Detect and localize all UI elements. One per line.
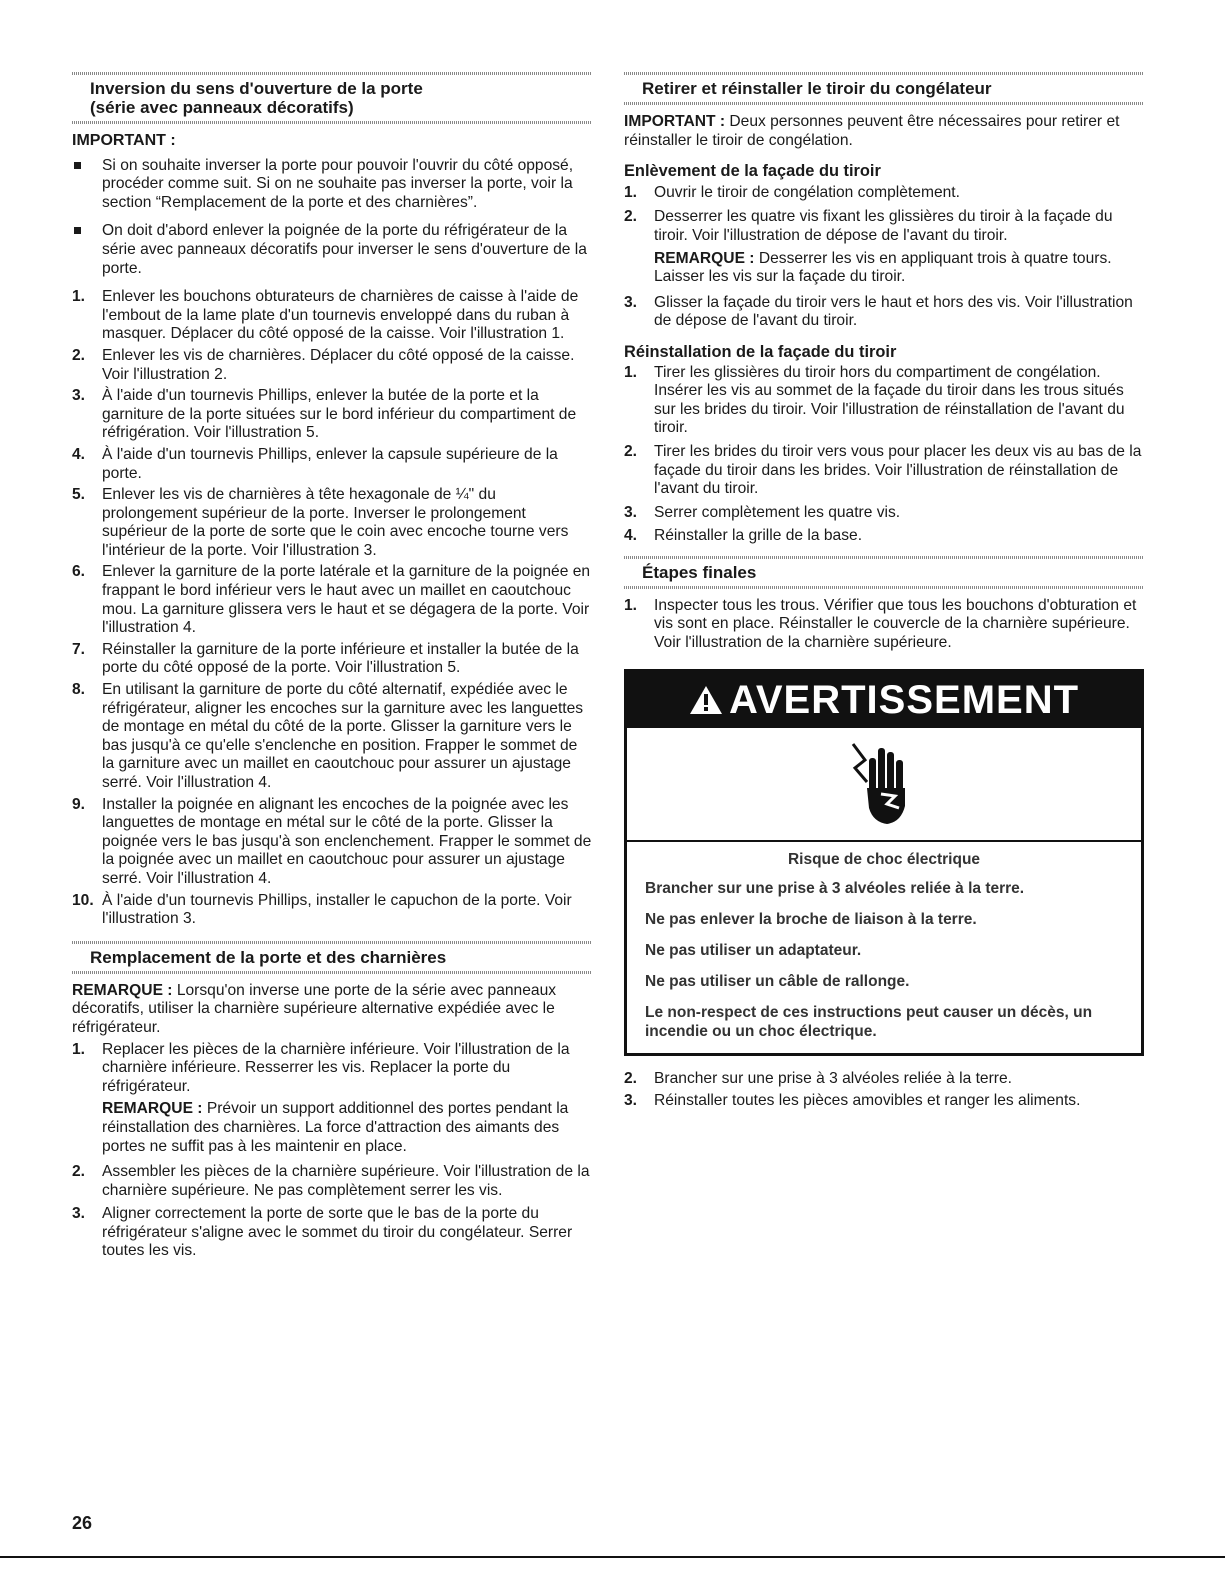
warning-line: Ne pas utiliser un adaptateur. [645,941,862,959]
important-label: IMPORTANT : [624,113,726,130]
step-number: 7. [72,640,86,658]
list-item [72,796,592,889]
step-number: 3. [624,503,638,521]
list-item [72,347,592,384]
step-text: Ouvrir le tiroir de congélation complètement. [654,183,960,201]
section-rule [624,586,1144,589]
step-note [624,250,1144,287]
section-title-door-reversal [72,75,592,121]
warning-header [627,672,1141,728]
step-text: Desserrer les quatre vis fixant les glissières du tiroir à la façade du tiroir. Voir l'illustration de dépose de l'avant du tiroir. [654,208,1113,244]
step-text: À l'aide d'un tournevis Phillips, installer le capuchon de la porte. Voir l'illustration 3. [102,891,572,928]
step-number: 2. [624,208,638,226]
step-text: Brancher sur une prise à 3 alvéoles reliée à la terre. [654,1069,1012,1087]
warning-title: AVERTISSEMENT [728,677,1080,722]
step-number: 5. [72,486,86,504]
step-number: 9. [72,795,86,813]
warning-line: Brancher sur une prise à 3 alvéoles reliée à la terre. [645,879,1025,897]
step-text: Enlever les vis de charnières à tête hexagonale de ¼" du prolongement supérieur de la porte. Inverser le prolongement supérieur de la porte de sorte que le coin avec encoche tourne vers l'intérieur de la porte. Voir l'illustration 3. [102,486,569,559]
list-item [624,527,1144,546]
step-number: 1. [72,1040,86,1058]
step-number: 10. [72,891,94,909]
section-rule [624,102,1144,105]
step-number: 3. [72,1205,86,1223]
list-item [72,681,592,793]
note-label: REMARQUE : [72,981,173,999]
section-title-line1: Inversion du sens d'ouverture de la porte [90,79,423,98]
page-number: 26 [72,1513,93,1533]
list-item [624,364,1144,438]
step-number: 1. [624,363,638,381]
right-column [624,72,1144,1111]
step-number: 2. [72,1163,86,1181]
important-bullets [72,157,592,279]
step-number: 3. [624,1092,638,1110]
bullet-item: On doit d'abord enlever la poignée de la porte du réfrigérateur de la série avec panneaux décoratifs pour inverser le sens d'ouverture de la porte. [72,222,592,278]
subsection-title-reinstall: Réinstallation de la façade du tiroir [624,342,897,361]
list-item [72,1163,592,1200]
step-text: Enlever les vis de charnières. Déplacer du côté opposé de la caisse. Voir l'illustration 2. [102,346,575,383]
step-number: 4. [72,445,86,463]
step-text: Réinstaller la garniture de la porte inférieure et installer la butée de la porte du côté opposé de la porte. Voir l'illustration 5. [102,640,579,677]
step-text: Tirer les glissières du tiroir hors du compartiment de congélation. Insérer les vis au sommet de la façade du tiroir dans les trous situés sur les brides du tiroir. Voir l'illustration de réinstallation de l'avant du tiroir. [654,363,1125,437]
list-item [72,641,592,678]
page-bottom-rule [0,1556,1225,1558]
list-item [72,387,592,443]
reinstall-steps [624,364,1144,546]
step-number: 2. [624,1069,638,1087]
step-text: Replacer les pièces de la charnière inférieure. Voir l'illustration de la charnière inférieure. Resserrer les vis. Replacer la porte du réfrigérateur. [102,1040,570,1095]
step-number: 4. [624,527,638,545]
step-text: Réinstaller toutes les pièces amovibles et ranger les aliments. [654,1092,1081,1110]
list-item [624,443,1144,499]
step-number: 8. [72,681,86,699]
section-title-freezer-drawer: Retirer et réinstaller le tiroir du congélateur [642,79,992,98]
step-text: Aligner correctement la porte de sorte que le bas de la porte du réfrigérateur s'aligne avec le sommet du tiroir du congélateur. Serrer toutes les vis. [102,1205,573,1260]
step-text: Serrer complètement les quatre vis. [654,503,901,521]
step-note [72,1100,592,1156]
important-note [624,113,1144,150]
step-text: Inspecter tous les trous. Vérifier que tous les bouchons d'obturation et vis sont en place. Réinstaller le couvercle de la charnière supérieure. Voir l'illustration de la charnière supérieure. [654,596,1137,652]
list-item [72,563,592,637]
step-number: 3. [72,387,86,405]
section-rule [72,121,592,124]
step-text: À l'aide d'un tournevis Phillips, enlever la butée de la porte et la garniture de la porte situées sur le bord inférieur du compartiment de réfrigération. Voir l'illustration 5. [102,387,577,442]
step-text: Assembler les pièces de la charnière supérieure. Voir l'illustration de la charnière supérieure. Ne pas complètement serrer les vis. [102,1163,590,1199]
step-text: Réinstaller la grille de la base. [654,527,863,545]
warning-line: Ne pas enlever la broche de liaison à la terre. [645,910,977,928]
warning-triangle-icon [689,674,723,730]
list-item [624,597,1144,653]
step-text: Tirer les brides du tiroir vers vous pour placer les deux vis au bas de la façade du tiroir dans les brides. Voir l'illustration de réinstallation de l'avant du tiroir. [654,442,1142,498]
warning-body [627,842,1141,1053]
section-title-final-steps: Étapes finales [642,562,757,582]
note-text: Lorsqu'on inverse une porte de la série avec panneaux décoratifs, utiliser la charnière supérieure alternative expédiée avec le réfrigérateur. [72,981,557,1036]
list-item [72,1205,592,1261]
step-number: 6. [72,563,86,581]
step-number: 2. [72,346,86,364]
list-item [72,486,592,560]
left-column [72,72,592,1261]
note-label: REMARQUE : [654,249,755,267]
step-number: 3. [624,293,638,311]
step-number: 1. [624,596,638,614]
list-item [624,208,1144,245]
step-text: Installer la poignée en alignant les encoches de la poignée avec les languettes de montage en métal sur le côté de la porte. Glisser la poignée vers le bas jusqu'à son enclenchement. Frapper le sommet de la poignée avec un maillet en caoutchouc pour assurer un ajustage serré. Voir l'illustration 4. [102,795,592,887]
warning-consequence: Le non-respect de ces instructions peut causer un décès, un incendie ou un choc électrique. [645,1003,1093,1040]
section-title-line2: (série avec panneaux décoratifs) [90,98,354,117]
list-item [624,1092,1144,1111]
note-label: REMARQUE : [102,1100,203,1118]
list-item [624,184,1144,203]
step-number: 1. [624,183,638,201]
step-text: À l'aide d'un tournevis Phillips, enlever la capsule supérieure de la porte. [102,445,558,482]
bullet-item: Si on souhaite inverser la porte pour pouvoir l'ouvrir du côté opposé, procéder comme suit. Si on ne souhaite pas inverser la porte, voir la section “Remplacement de la porte et des charnières”. [72,157,592,213]
section-title-door-replacement: Remplacement de la porte et des charnières [90,947,447,967]
note-text: Prévoir un support additionnel des portes pendant la réinstallation des charnières. La force d'attraction des aimants des portes ne suffit pas à les maintenir en place. [102,1100,569,1155]
step-text: Enlever les bouchons obturateurs de charnières de caisse à l'aide de l'embout de la lame plate d'un tournevis enveloppé dans du ruban à masquer. Déplacer du côté opposé de la caisse. Voir l'illustration 1. [102,288,579,343]
door-reversal-steps [72,288,592,929]
warning-line: Ne pas utiliser un câble de rallonge. [645,972,910,990]
electric-shock-hand-icon [627,728,1141,842]
step-text: Enlever la garniture de la porte latérale et la garniture de la poignée en frappant le bord inférieur vers le haut avec un maillet en caoutchouc mou. La garniture glissera vers le haut et se dégagera de la porte. Voir l'illustration 4. [102,563,591,637]
replacement-note [72,982,592,1038]
step-number: 2. [624,442,638,460]
step-number: 1. [72,288,86,306]
list-item [72,446,592,483]
section-rule [72,971,592,974]
warning-risk: Risque de choc électrique [787,850,981,868]
list-item [72,1041,592,1097]
note-text: Desserrer les vis en appliquant trois à quatre tours. Laisser les vis sur la façade du tiroir. [654,249,1112,286]
list-item [72,288,592,344]
step-text: En utilisant la garniture de porte du côté alternatif, expédiée avec le réfrigérateur, aligner les encoches sur la garniture avec les languettes de montage en métal du côté de la porte. Glisser la garniture vers le bas jusqu'à ce qu'elle s'enclenche en position. Frapper le sommet de la garniture avec un maillet en caoutchouc pour assurer un ajustage serré. Voir l'illustration 4. [102,681,584,791]
step-text: Glisser la façade du tiroir vers le haut et hors des vis. Voir l'illustration de dépose de l'avant du tiroir. [654,293,1133,330]
important-label: IMPORTANT : [72,132,176,149]
subsection-title-removal: Enlèvement de la façade du tiroir [624,162,881,181]
list-item [624,1070,1144,1089]
warning-box [624,669,1144,1056]
list-item [72,892,592,929]
list-item [624,294,1144,331]
important-text: Deux personnes peuvent être nécessaires pour retirer et réinstaller le tiroir de congélation. [624,113,1120,149]
final-steps [624,1070,1144,1111]
list-item [624,504,1144,523]
